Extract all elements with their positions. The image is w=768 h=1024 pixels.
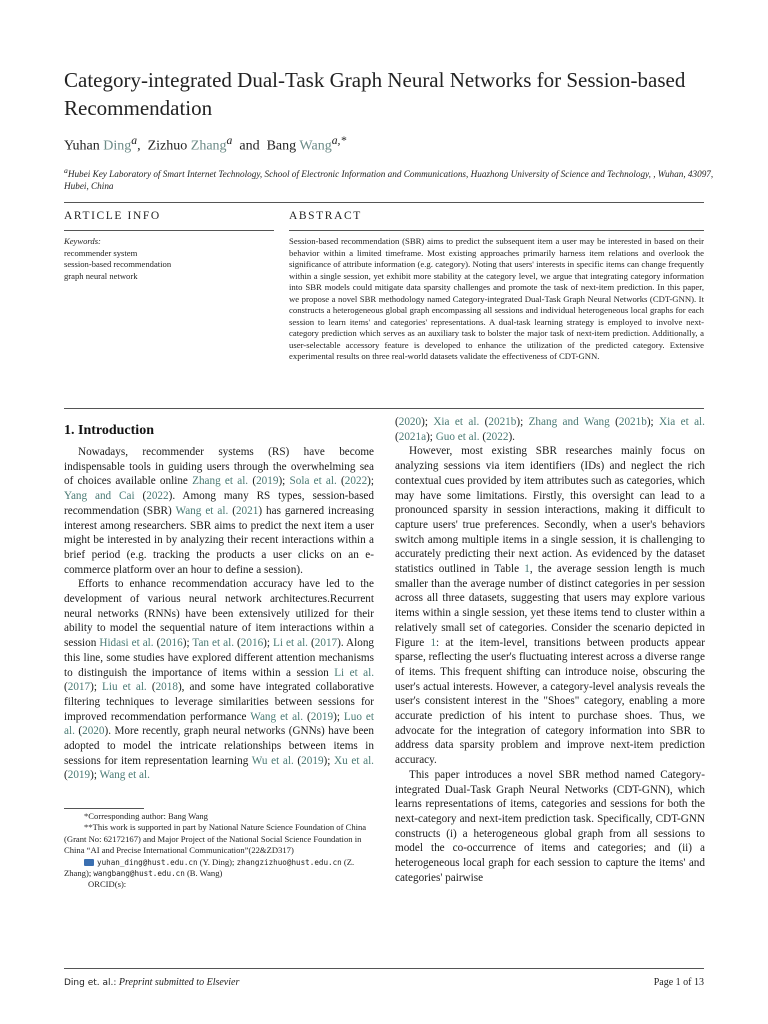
text-run: ). More recently, graph neural networks (GNNs) have been adopted to model the intricate relationships between items in sessions for item representation learning — [64, 725, 374, 767]
affiliation — [64, 165, 714, 192]
email-owner: (Z. Zhang); — [64, 856, 355, 879]
citation-link[interactable]: Hidasi et al. — [99, 637, 154, 650]
keyword: graph neural network — [64, 270, 138, 281]
citation-link[interactable]: 2022 — [486, 430, 509, 443]
text-run: ); — [323, 754, 335, 767]
footnote-rule — [64, 808, 144, 809]
article-info-heading: ARTICLE INFO — [64, 210, 161, 222]
abstract-text: Session-based recommendation (SBR) aims to predict the subsequent item a user may be interested in based on their behavior within a limited timeframe. Most existing approaches primarily harness item relations and overlook the significance of attribute information (e.g. category). Noting that users' interests in specific items can change frequently within a single session, yet exhibit more stability at the category level, we argue that integrating category information into SBR models could mitigate data sparsity challenges and promote the task of next-item prediction. In this paper, we propose a novel SBR methodology named Category-integrated Dual-Task Graph Neural Networks (CDT-GNN). It constructs a heterogeneous global graph encompassing all sessions and individual heterogeneous local graphs for each session to learn items' and categories' representations. A dual-task learning strategy is employed to involve next-category prediction which serves as an auxiliary task to bolster the major task of next-item prediction. Additionally, a user-selectable accessory feature is developed to enhance the utilization of the predicted category. Extensive experimental results on three real-world datasets validate the effectiveness of CDT-GNN. — [289, 236, 704, 361]
text-run: ); — [333, 710, 344, 723]
author-first: Yuhan — [64, 138, 100, 154]
keyword: session-based recommendation — [64, 259, 172, 270]
citation-link[interactable]: Wang et al. — [250, 710, 304, 723]
footnote-emails — [64, 857, 374, 880]
citation-link[interactable]: Yang and Cai — [64, 490, 135, 503]
citation-link[interactable]: Wu et al. — [251, 754, 294, 767]
divider — [289, 230, 704, 231]
section-heading: 1. Introduction — [64, 423, 154, 438]
footnote-orcid: ORCID(s): — [88, 879, 127, 890]
text-run: , the average session length is much smaller than the average number of distinct categories in per session across all three datasets, suggesting that users may explore various items within a single session, yet these items tend to cluster within a relatively small set of categories. Consider the scenario depicted in Figure — [395, 563, 706, 649]
footnote-corresponding: *Corresponding author: Bang Wang — [84, 811, 208, 821]
paragraph: This paper introduces a novel SBR method named Category-integrated Dual-Task Graph Neural Networks (CDT-GNN), which learns representations of items, categories and sessions for both the next-category and next-item prediction task. Specifically, CDT-GNN constructs (i) a heterogeneous global graph from all sessions to model the co-occurrence of items and categories; and (ii) a heterogeneous local graph for each session to capture the items' and categories' pairwise — [395, 768, 705, 884]
citation-link[interactable]: Wang et al. — [175, 504, 229, 517]
text-run: ( — [146, 681, 156, 694]
text-run: ( — [64, 769, 68, 782]
keywords-label: Keywords: — [64, 236, 101, 246]
email-link[interactable]: wangbang@hust.edu.cn — [93, 869, 185, 879]
text-run: ); — [516, 416, 529, 428]
citation-link[interactable]: 2019 — [67, 769, 91, 782]
citation-link[interactable]: Guo et al. — [435, 430, 480, 443]
text-run: However, most existing SBR researches mainly focus on analyzing sessions via item identifiers (IDs) and neglect the rich contextual cues provided by item attributes such as categories, which may have some limitations. Firstly, this oversight can lead to a pronounced sparsity in session interactions, making it difficult to capture users' true preferences. Secondly, when a user's behaviors switch among multiple items in a single session, it is challenging to accurately predicting their next action. As evidenced by the dataset statistics outlined in Table — [395, 445, 705, 576]
citation-link[interactable]: 1 — [524, 563, 530, 576]
text-run: ); — [421, 416, 434, 428]
text-run: ( — [293, 754, 302, 767]
left-column — [64, 445, 374, 783]
text-run: ); — [182, 637, 193, 650]
divider — [64, 230, 274, 231]
citation-link[interactable]: Tan et al. — [192, 637, 235, 650]
citation-link[interactable]: Xu et al. — [334, 754, 374, 767]
text-run: ( — [74, 725, 83, 738]
citation-link[interactable]: 2016 — [240, 637, 264, 650]
author-first: Bang — [266, 138, 297, 154]
divider — [64, 202, 704, 203]
text-run: ) has garnered increasing interest among researchers. SBR aims to predict the next item a user might be interested in by analyzing their recent interactions within a brief period (e.g. tracking the products a user clicks on an e-commerce platform over an hour to define a session). — [64, 504, 374, 576]
text-run: ( — [134, 490, 147, 503]
email-link[interactable]: zhangzizhuo@hust.edu.cn — [236, 857, 342, 867]
text-run: ); — [278, 475, 290, 488]
citation-link[interactable]: 2017 — [67, 681, 91, 694]
author-last[interactable]: Wang — [299, 138, 332, 154]
text-run: ). Along this line, some studies have explored different attention mechanisms to distinguish the importance of items within a session — [64, 637, 375, 679]
page-number: Page 1 of 13 — [653, 977, 704, 988]
footer-author: Ding et. al.: — [64, 978, 117, 988]
citation-link[interactable]: Wang et al. — [99, 769, 150, 782]
text-run: Efforts to enhance recommendation accuracy have led to the development of various neural network architectures.Recurrent neural networks (RNNs) have been extensively utilized for their ability to model the sequential nature of item interactions within a session — [64, 578, 374, 650]
citation-link[interactable]: 2022 — [344, 475, 368, 488]
author-last[interactable]: Zhang — [190, 138, 227, 154]
text-run: ); — [646, 416, 660, 428]
citation-link[interactable]: Zhang and Wang — [528, 416, 610, 428]
affiliation-sup: a — [64, 166, 68, 175]
author-line — [64, 134, 346, 155]
text-run: ); — [367, 475, 374, 488]
paper-title: Category-integrated Dual-Task Graph Neural Networks for Session-based Recommendation — [64, 68, 686, 120]
citation-link[interactable]: 2021 — [235, 504, 259, 517]
text-run: ( — [336, 475, 345, 488]
text-run: ( — [228, 504, 236, 517]
text-run: ( — [248, 475, 257, 488]
text-run: ( — [64, 681, 68, 694]
footer-left — [64, 977, 239, 988]
text-run: ); — [90, 769, 100, 782]
text-run: : at the item-level, transitions between products appear sparse, reflecting the user's fluctuating interest across a diverse range of items. This frequent shifting can introduce noise, obscuring the user's actual interests. However, a category-level analysis reveals the user's consistent interest in the "Shoes" category, enabling a more accurate prediction of his intent to purchase shoes. Thus, we advocate for the integration of category information into SBR to address data sparsity problem and improve next-item prediction accuracy. — [395, 636, 705, 767]
footnote-funding: **This work is supported in part by National Nature Science Foundation of China (Grant No: 62172167) and Major Project of the National Social Science Foundation in China “AI and Precise International Communication”(22&ZD317) — [64, 822, 367, 856]
email-owner: (Y. Ding); — [197, 856, 237, 867]
author-sup: a — [226, 134, 233, 147]
citation-link[interactable]: 2021b — [618, 416, 647, 428]
citation-link[interactable]: 2019 — [301, 754, 324, 767]
citation-link[interactable]: 2021b — [488, 416, 517, 428]
text-run: ( — [479, 430, 487, 443]
affiliation-text: Hubei Key Laboratory of Smart Internet Technology, School of Electronic Information and Communications, Huazhong University of Science and Technology, , Wuhan, 43097, Hubei, China — [64, 169, 714, 192]
text-run: ( — [395, 430, 399, 443]
text-run: ), and some have integrated collaborative filtering techniques to leverage similarities between sessions for improved recommendation performance — [64, 681, 374, 723]
footer-rule — [64, 968, 704, 969]
citation-link[interactable]: Xia et al. — [433, 416, 480, 428]
text-run: Nowadays, recommender systems (RS) have become indispensable tools in guiding users through the overwhelming sea of choices available online — [64, 446, 374, 488]
citation-link[interactable]: 1 — [430, 636, 437, 649]
citation-link[interactable]: 2016 — [160, 637, 183, 650]
citation-link[interactable]: 2018 — [155, 681, 178, 694]
citation-link[interactable]: Zhang et al. — [192, 475, 249, 488]
author-sup: a — [131, 134, 138, 147]
text-run: ( — [153, 637, 161, 650]
text-run: ( — [609, 416, 619, 428]
citation-link[interactable]: Sola et al. — [289, 475, 337, 488]
citation-link[interactable]: Xia et al. — [659, 416, 705, 428]
citation-link[interactable]: 2020 — [398, 416, 422, 428]
keywords-block — [64, 236, 274, 282]
footer-journal: Preprint submitted to Elsevier — [118, 977, 240, 988]
citation-link[interactable]: Li et al. — [334, 666, 374, 679]
abstract-heading: ABSTRACT — [289, 210, 362, 222]
author-separator: , — [137, 138, 141, 154]
citation-link[interactable]: 2019 — [256, 475, 279, 488]
citation-link[interactable]: Li et al. — [273, 637, 308, 650]
citation-link[interactable]: Luo et al. — [64, 710, 374, 738]
text-run: ); — [90, 681, 103, 694]
citation-link[interactable]: 2019 — [310, 710, 334, 723]
divider — [64, 408, 704, 409]
paragraph — [395, 444, 705, 767]
text-run: ); — [263, 637, 274, 650]
author-first: Zizhuo — [147, 138, 188, 154]
text-run: ( — [234, 637, 241, 650]
text-run: ). — [508, 430, 515, 443]
keyword: recommender system — [64, 247, 138, 258]
citation-link[interactable]: Liu et al. — [102, 681, 147, 694]
paragraph — [64, 577, 374, 783]
text-run: ( — [303, 710, 311, 723]
author-separator: and — [239, 138, 260, 154]
paragraph — [64, 445, 374, 577]
text-run: ( — [395, 416, 399, 428]
citation-link[interactable]: 2017 — [314, 637, 338, 650]
author-last[interactable]: Ding — [103, 138, 132, 154]
citation-link[interactable]: 2022 — [146, 490, 169, 503]
footnotes — [64, 811, 374, 891]
email-link[interactable]: yuhan_ding@hust.edu.cn — [97, 857, 198, 867]
author-sup: a,* — [331, 134, 347, 147]
envelope-icon — [84, 859, 94, 866]
right-column — [395, 415, 705, 886]
text-run: ). Among many RS types, session-based recommendation (SBR) — [64, 490, 374, 517]
text-run: ); — [426, 430, 436, 443]
text-run: ( — [307, 637, 315, 650]
email-owner: (B. Wang) — [184, 868, 223, 879]
paragraph-continued — [395, 415, 705, 444]
citation-link[interactable]: 2020 — [82, 725, 105, 738]
text-run: ( — [479, 416, 489, 428]
citation-link[interactable]: 2021a — [398, 430, 427, 443]
